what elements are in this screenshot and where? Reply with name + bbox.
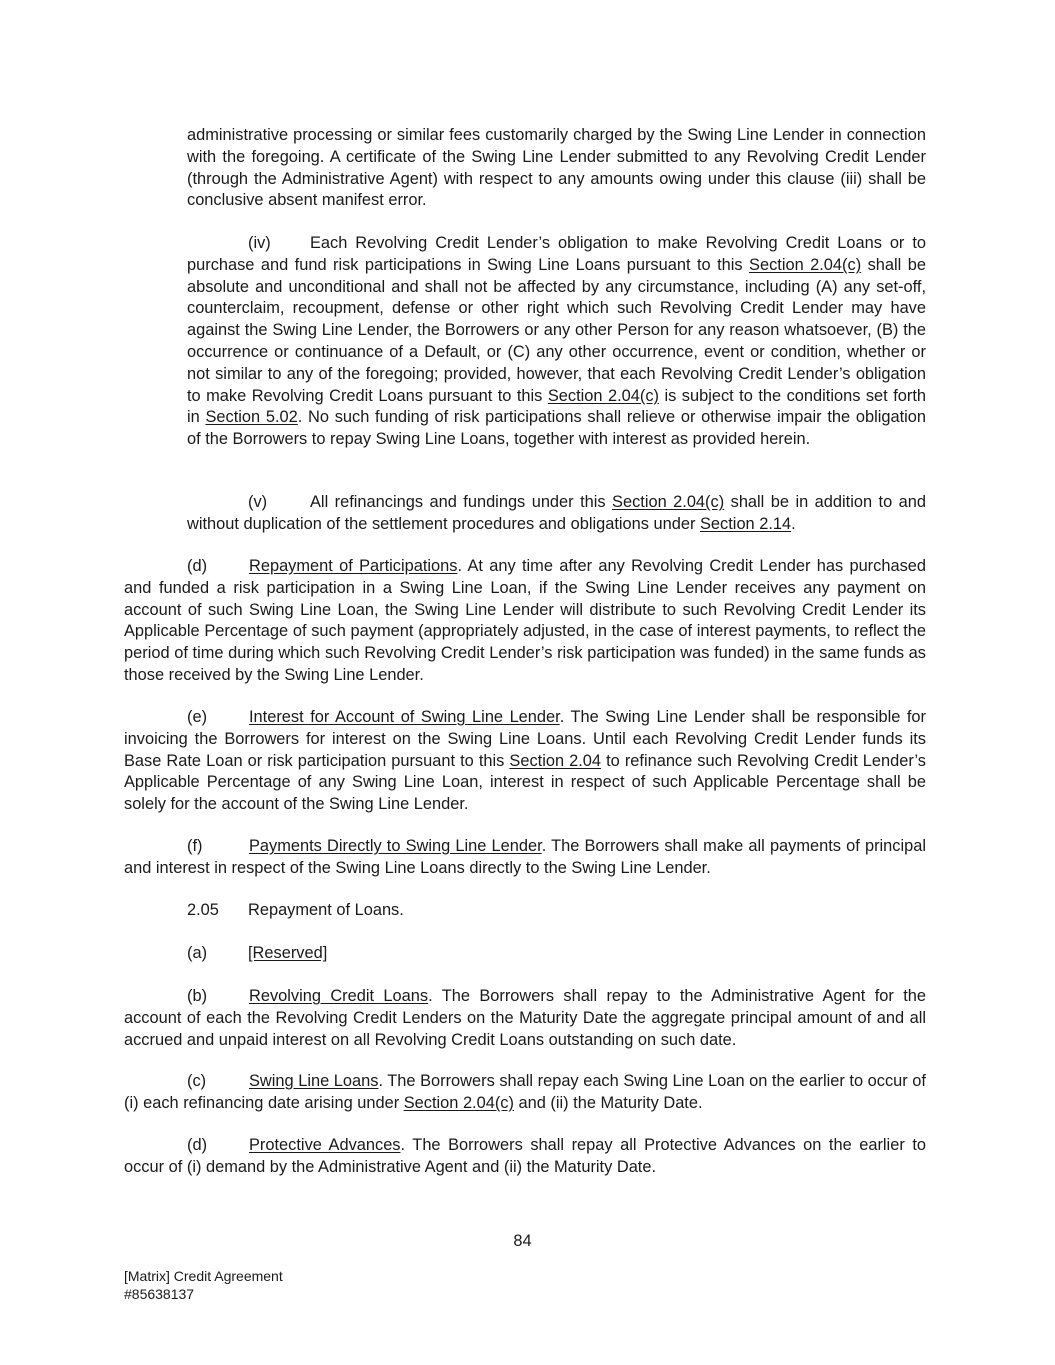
section-number: 2.05 — [187, 901, 219, 919]
paragraph-marker: (a) — [187, 944, 208, 962]
paragraph-marker: (v) — [248, 493, 268, 511]
paragraph-heading: Revolving Credit Loans — [249, 987, 429, 1005]
paragraph-marker: (d) — [187, 557, 208, 575]
paragraph-2-05-d: (d) Protective Advances. The Borrowers shall repay all Protective Advances on the earlier to occur of (i) demand by the Administrative Agent and (ii) the Maturity Date. — [124, 1136, 926, 1176]
paragraph-2-05-a — [187, 943, 327, 965]
section-reference: Section 2.04 — [509, 751, 602, 770]
paragraph-heading: Interest for Account of Swing Line Lender — [249, 708, 560, 726]
section-reference: Section 2.04(c) — [403, 1093, 514, 1112]
paragraph-v: (v) All refinancings and fundings under this Section 2.04(c) shall be in addition to and without duplication of the settlement procedures and obligations under Section 2.14. — [187, 493, 926, 533]
paragraph-marker: (e) — [187, 708, 208, 726]
page-number: 84 — [513, 1232, 532, 1250]
section-reference: Section 2.04(c) — [749, 255, 862, 274]
footer-doc-id: #85638137 — [124, 1286, 195, 1302]
footer-title: [Matrix] Credit Agreement — [124, 1268, 283, 1284]
paragraph-marker: (c) — [187, 1072, 207, 1090]
paragraph-marker: (b) — [187, 987, 208, 1005]
paragraph-d-repayment-of-participations: (d) Repayment of Participations. At any time after any Revolving Credit Lender has purchased and funded a risk participation in a Swing Line Loan, if the Swing Line Lender receives any payment on account of such Swing Line Loan, the Swing Line Lender will distribute to such Revolving Credit Lender its Applicable Percentage of such payment (appropriately adjusted, in the case of interest payments, to reflect the period of time during which such Revolving Credit Lender’s risk participation was funded) in the same funds as those received by the Swing Line Lender. — [124, 557, 926, 684]
paragraph-marker: (d) — [187, 1136, 208, 1154]
section-heading-2-05 — [187, 900, 404, 922]
paragraph-e-interest-for-account: (e) Interest for Account of Swing Line Lender. The Swing Line Lender shall be responsible for invoicing the Borrowers for interest on the Swing Line Loans. Until each Revolving Credit Lender funds its Base Rate Loan or risk participation pursuant to this Section 2.04 to refinance such Revolving Credit Lender’s Applicable Percentage of any Swing Line Loan, interest in respect of such Applicable Percentage shall be solely for the account of the Swing Line Lender. — [124, 708, 926, 814]
paragraph-marker: (iv) — [248, 234, 271, 252]
paragraph-iii-continuation: administrative processing or similar fees customarily charged by the Swing Line Lender in connection with the foregoing. A certificate of the Swing Line Lender submitted to any Revolving Credit Lender (through the Administrative Agent) with respect to any amounts owing under this clause (iii) shall be conclusive absent manifest error. — [187, 126, 926, 210]
paragraph-2-05-c: (c) Swing Line Loans. The Borrowers shall repay each Swing Line Loan on the earlier to occur of (i) each refinancing date arising under Section 2.04(c) and (ii) the Maturity Date. — [124, 1072, 926, 1112]
paragraph-heading: Repayment of Participations — [249, 557, 458, 575]
paragraph-heading: [Reserved] — [248, 944, 328, 962]
section-reference: Section 5.02 — [205, 408, 298, 427]
section-title: Repayment of Loans. — [248, 901, 404, 919]
document-footer — [124, 1267, 283, 1303]
section-reference: Section 2.04(c) — [612, 493, 725, 511]
section-reference: Section 2.04(c) — [547, 386, 659, 405]
paragraph-marker: (f) — [187, 837, 203, 855]
paragraph-heading: Protective Advances — [249, 1136, 401, 1154]
paragraph-heading: Swing Line Loans — [249, 1072, 379, 1090]
paragraph-2-05-b: (b) Revolving Credit Loans. The Borrowers shall repay to the Administrative Agent for the account of each the Revolving Credit Lenders on the Maturity Date the aggregate principal amount of and all accrued and unpaid interest on all Revolving Credit Loans outstanding on such date. — [124, 987, 926, 1049]
paragraph-heading: Payments Directly to Swing Line Lender — [249, 837, 542, 855]
paragraph-iv: (iv) Each Revolving Credit Lender’s obligation to make Revolving Credit Loans or to purchase and fund risk participations in Swing Line Loans pursuant to this Section 2.04(c) shall be absolute and unconditional and shall not be affected by any circumstance, including (A) any set-off, counterclaim, recoupment, defense or other right which such Revolving Credit Lender may have against the Swing Line Lender, the Borrowers or any other Person for any reason whatsoever, (B) the occurrence or continuance of a Default, or (C) any other occurrence, event or condition, whether or not similar to any of the foregoing; provided, however, that each Revolving Credit Lender’s obligation to make Revolving Credit Loans pursuant to this Section 2.04(c) is subject to the conditions set forth in Section 5.02. No such funding of risk participations shall relieve or otherwise impair the obligation of the Borrowers to repay Swing Line Loans, together with interest as provided herein. — [187, 234, 927, 449]
section-reference: Section 2.14 — [700, 514, 792, 533]
paragraph-f-payments-directly: (f) Payments Directly to Swing Line Lender. The Borrowers shall make all payments of principal and interest in respect of the Swing Line Loans directly to the Swing Line Lender. — [124, 837, 927, 877]
